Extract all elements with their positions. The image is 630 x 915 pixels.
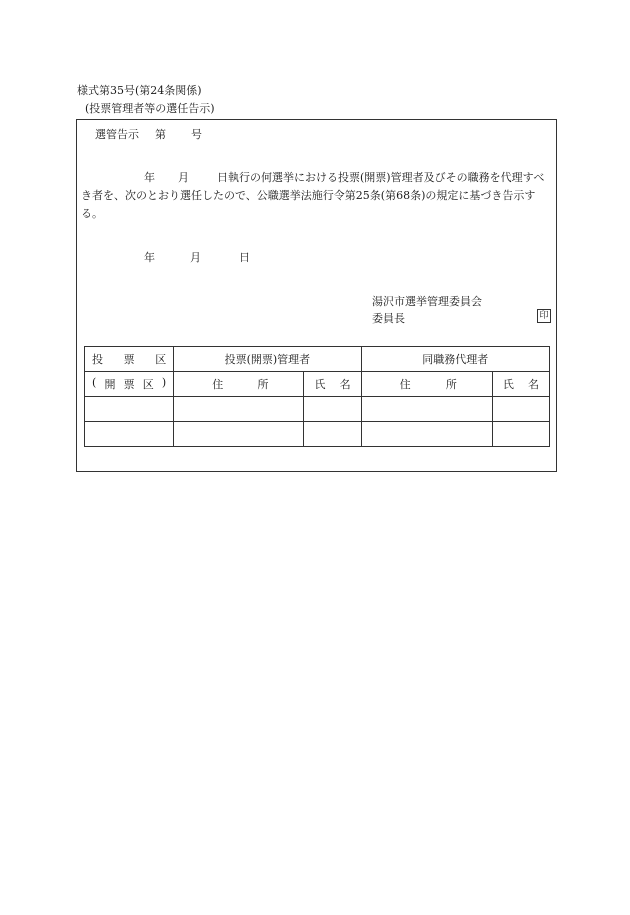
- form-title: (投票管理者等の選任告示): [85, 102, 215, 115]
- cell-deputy-address[interactable]: [361, 422, 492, 447]
- cell-district[interactable]: [85, 422, 174, 447]
- header-deputy-address: 住 所: [361, 372, 492, 397]
- date-day: 日: [239, 251, 250, 264]
- notice-number-suffix: 号: [191, 128, 202, 141]
- header-voting-district: 投 票 区: [85, 347, 174, 372]
- header-deputy: 同職務代理者: [361, 347, 549, 372]
- cell-district[interactable]: [85, 397, 174, 422]
- appointee-table: [84, 346, 550, 447]
- cell-manager-name[interactable]: [304, 422, 361, 447]
- cell-manager-address[interactable]: [174, 422, 304, 447]
- notice-number-prefix: 第: [155, 128, 166, 141]
- header-manager-address: 住 所: [174, 372, 304, 397]
- table-header-row: [85, 347, 550, 372]
- header-counting-district: ( 開 票 区 ): [85, 372, 174, 397]
- header-deputy-name: 氏 名: [492, 372, 549, 397]
- table-row: [85, 397, 550, 422]
- committee-name: 湯沢市選挙管理委員会: [372, 295, 482, 308]
- cell-deputy-name[interactable]: [492, 422, 549, 447]
- table-row: [85, 422, 550, 447]
- body-month: 月: [178, 171, 189, 184]
- cell-deputy-address[interactable]: [361, 397, 492, 422]
- seal-mark: 印: [537, 309, 551, 323]
- chairperson-title: 委員長: [372, 312, 405, 325]
- notice-label: 選管告示: [95, 128, 139, 141]
- cell-deputy-name[interactable]: [492, 397, 549, 422]
- date-year: 年: [144, 251, 155, 264]
- body-year: 年: [144, 171, 155, 184]
- header-manager-name: 氏 名: [304, 372, 361, 397]
- cell-manager-address[interactable]: [174, 397, 304, 422]
- table-subheader-row: [85, 372, 550, 397]
- header-manager: 投票(開票)管理者: [174, 347, 361, 372]
- date-month: 月: [190, 251, 201, 264]
- form-number: 様式第35号(第24条関係): [77, 84, 202, 97]
- body-text: 日執行の何選挙における投票(開票)管理者及びその職務を代理すべき者を、次のとおり選任したので、公職選挙法施行令第25条(第68条)の規定に基づき告示する。: [81, 171, 545, 220]
- cell-manager-name[interactable]: [304, 397, 361, 422]
- notice-frame: [76, 119, 557, 472]
